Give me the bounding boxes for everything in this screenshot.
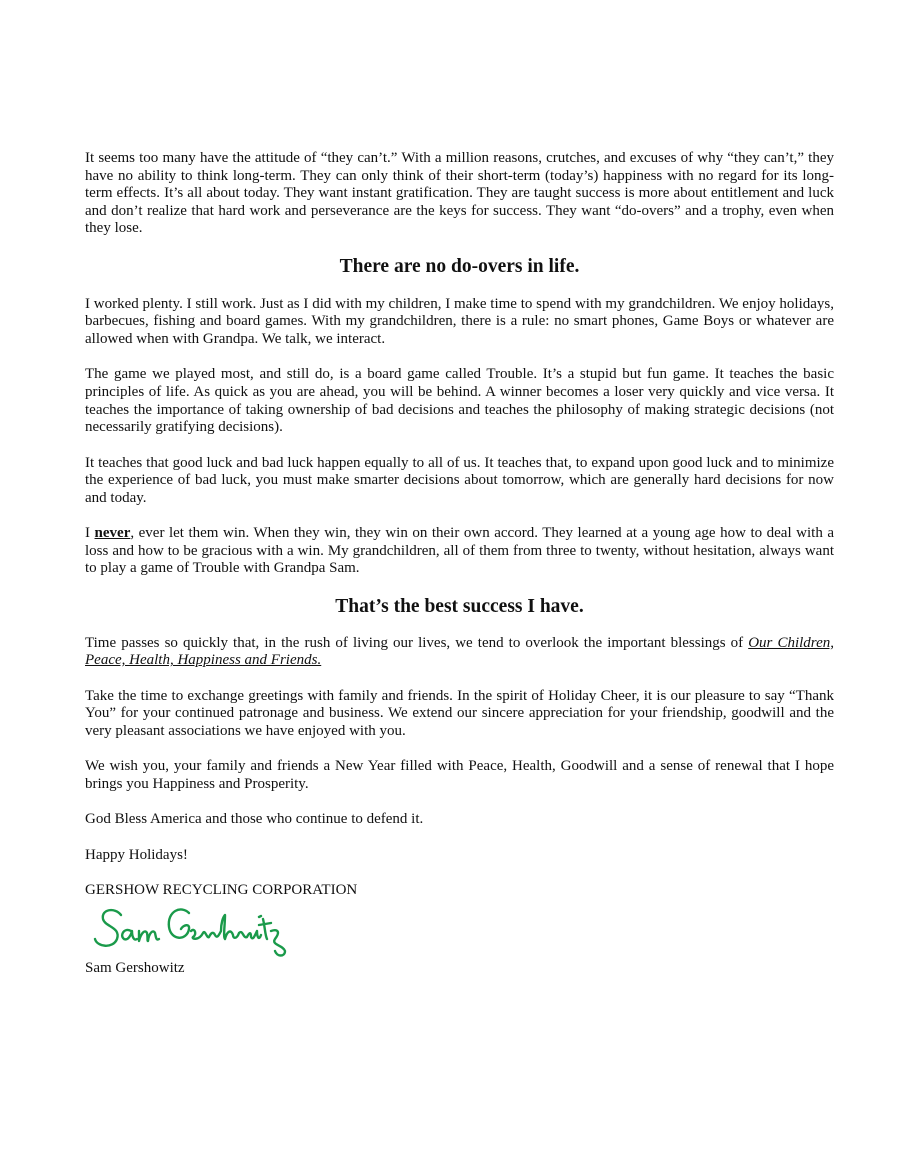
paragraph-god-bless: God Bless America and those who continue to defend it. xyxy=(85,811,424,828)
blessings-prefix: Time passes so quickly that, in the rush of living our lives, we tend to overlook the important blessings of xyxy=(85,634,749,651)
never-rest: , ever let them win. When they win, they win on their own accord. They learned at a young age how to deal with a loss and how to be gracious with a win. My grandchildren, all of them from three to twenty, without hesitation, always want to play a game of Trouble with Grandpa Sam. xyxy=(85,525,835,577)
paragraph-new-year-wish: We wish you, your family and friends a New Year filled with Peace, Health, Goodwill and a sense of renewal that I hope brings you Happiness and Prosperity. xyxy=(85,758,834,792)
paragraph-trouble-game: The game we played most, and still do, is a board game called Trouble. It’s a stupid but fun game. It teaches the basic principles of life. As quick as you are ahead, you will be behind. A winner becomes a loser very quickly and vice versa. It teaches the importance of taking ownership of bad decisions and teaches the philosophy of making strategic decisions (not necessarily gratifying decisions). xyxy=(85,366,834,436)
never-emphasis: never xyxy=(94,525,131,542)
paragraph-attitude: It seems too many have the attitude of “they can’t.” With a million reasons, crutches, and excuses of why “they can’t,” they have no ability to think long-term. They can only think of their short-term (today’s) happiness with no regard for its long-term effects. It’s all about today. They want instant gratification. They are taught success is more about entitlement and luck and don’t realize that hard work and perseverance are the keys for success. They want “do-overs” and a trophy, even when they lose. xyxy=(85,150,834,237)
blessings-list: Our Children, Peace, Health, Happiness and Friends. xyxy=(85,634,834,669)
paragraph-never-let-win xyxy=(85,525,834,578)
letter-body xyxy=(85,150,834,995)
paragraph-blessings xyxy=(85,635,834,670)
signature-area xyxy=(85,904,834,956)
paragraph-luck: It teaches that good luck and bad luck happen equally to all of us. It teaches that, to expand upon good luck and to minimize the experience of bad luck, you must make smarter decisions about tomorrow, which are generally hard decisions for now and today. xyxy=(85,454,834,506)
handwritten-signature xyxy=(91,901,291,957)
paragraph-grandchildren: I worked plenty. I still work. Just as I did with my children, I make time to spend with my grandchildren. We enjoy holidays, barbecues, fishing and board games. With my grandchildren, there is a rule: no smart phones, Game Boys or whatever are allowed when with Grandpa. We talk, we interact. xyxy=(85,295,834,347)
heading-no-do-overs: There are no do-overs in life. xyxy=(339,255,580,277)
heading-best-success: That’s the best success I have. xyxy=(335,595,584,617)
signer-name: Sam Gershowitz xyxy=(85,959,185,976)
never-prefix: I xyxy=(85,525,95,542)
paragraph-happy-holidays: Happy Holidays! xyxy=(85,846,188,863)
paragraph-greetings: Take the time to exchange greetings with family and friends. In the spirit of Holiday Cheer, it is our pleasure to say “Thank You” for your continued patronage and business. We extend our sincere appreciation for your friendship, goodwill and the very pleasant associations we have enjoyed with you. xyxy=(85,687,834,739)
company-name: GERSHOW RECYCLING CORPORATION xyxy=(85,882,358,898)
